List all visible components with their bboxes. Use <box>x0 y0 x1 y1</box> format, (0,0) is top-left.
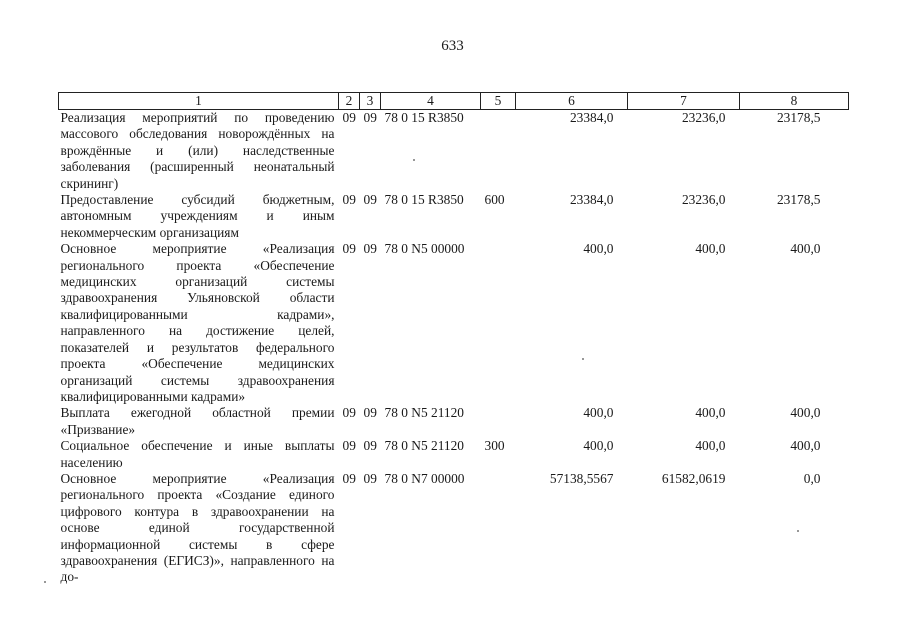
column-header-3: 3 <box>360 93 381 110</box>
table-row <box>59 471 849 586</box>
row-amount-1: 400,0 <box>583 438 614 454</box>
row-subsection: 09 <box>363 241 377 257</box>
row-expense-type: 600 <box>484 192 505 208</box>
table-row <box>59 241 849 405</box>
row-amount-2: 400,0 <box>695 438 726 454</box>
row-expense-type <box>481 471 516 586</box>
page-number: 633 <box>441 38 464 54</box>
row-amount-3: 23178,5 <box>776 192 821 208</box>
row-subsection: 09 <box>363 405 377 421</box>
row-subsection: 09 <box>363 438 377 454</box>
row-name: Выплата ежегодной областной премии «Призвание» <box>60 405 335 437</box>
row-amount-1: 57138,5567 <box>549 470 614 486</box>
scan-speck <box>413 159 415 161</box>
table-row <box>59 192 849 241</box>
row-section: 09 <box>342 470 356 486</box>
row-amount-1: 400,0 <box>583 405 614 421</box>
column-header-5: 5 <box>481 93 516 110</box>
row-amount-1: 23384,0 <box>569 110 614 125</box>
row-section: 09 <box>342 405 356 421</box>
row-amount-3: 400,0 <box>790 241 821 257</box>
row-target-code: 78 0 N5 00000 <box>384 241 465 257</box>
row-name: Социальное обеспечение и иные выплаты населению <box>60 438 335 470</box>
row-subsection: 09 <box>363 192 377 208</box>
row-expense-type: 300 <box>484 438 505 454</box>
row-section: 09 <box>342 192 356 208</box>
row-amount-1: 23384,0 <box>569 192 614 208</box>
row-target-code: 78 0 15 R3850 <box>384 110 464 125</box>
column-header-6: 6 <box>516 93 628 110</box>
scan-speck <box>582 358 584 360</box>
row-name: Основное мероприятие «Реализация регионального проекта «Создание единого цифрового контура в здравоохранении на основе единой государственной информационной системы в сфере здравоохранения (ЕГИСЗ)», направленного на до- <box>60 470 335 585</box>
table-row <box>59 438 849 471</box>
row-section: 09 <box>342 438 356 454</box>
row-amount-3: 0,0 <box>803 470 821 486</box>
row-amount-2: 23236,0 <box>681 192 726 208</box>
row-name: Предоставление субсидий бюджетным, автономным учреждениям и иным некоммерческим организациям <box>60 192 335 240</box>
row-subsection: 09 <box>363 470 377 486</box>
row-amount-2: 61582,0619 <box>661 470 726 486</box>
row-section: 09 <box>342 241 356 257</box>
row-expense-type <box>481 405 516 438</box>
row-section: 09 <box>342 110 356 125</box>
table-row <box>59 405 849 438</box>
row-amount-3: 23178,5 <box>776 110 821 125</box>
row-amount-2: 400,0 <box>695 405 726 421</box>
row-amount-1: 400,0 <box>583 241 614 257</box>
row-amount-2: 23236,0 <box>681 110 726 125</box>
row-target-code: 78 0 15 R3850 <box>384 192 464 208</box>
row-amount-2: 400,0 <box>695 241 726 257</box>
row-target-code: 78 0 N5 21120 <box>384 438 464 454</box>
scan-speck <box>44 581 46 583</box>
row-name: Основное мероприятие «Реализация регионального проекта «Обеспечение медицинских организаций системы здравоохранения Ульяновской области квалифицированными кадрами», направленного на достижение целей, показателей и результатов федерального проекта «Обеспечение медицинских организаций системы здравоохранения квалифицированными кадрами» <box>60 241 335 404</box>
row-expense-type <box>481 110 516 193</box>
table-row <box>59 110 849 193</box>
row-expense-type <box>481 241 516 405</box>
row-target-code: 78 0 N7 00000 <box>384 470 465 486</box>
row-name: Реализация мероприятий по проведению массового обследования новорождённых на врождённые и (или) наследственные заболевания (расширенный неонатальный скрининг) <box>60 110 335 191</box>
column-header-4: 4 <box>381 93 481 110</box>
budget-table <box>58 92 849 586</box>
column-header-8: 8 <box>740 93 849 110</box>
row-target-code: 78 0 N5 21120 <box>384 405 464 421</box>
column-header-1: 1 <box>59 93 339 110</box>
row-subsection: 09 <box>363 110 377 125</box>
table-header-row <box>59 93 849 110</box>
scan-speck <box>797 530 799 532</box>
column-header-2: 2 <box>339 93 360 110</box>
row-amount-3: 400,0 <box>790 438 821 454</box>
row-amount-3: 400,0 <box>790 405 821 421</box>
column-header-7: 7 <box>628 93 740 110</box>
